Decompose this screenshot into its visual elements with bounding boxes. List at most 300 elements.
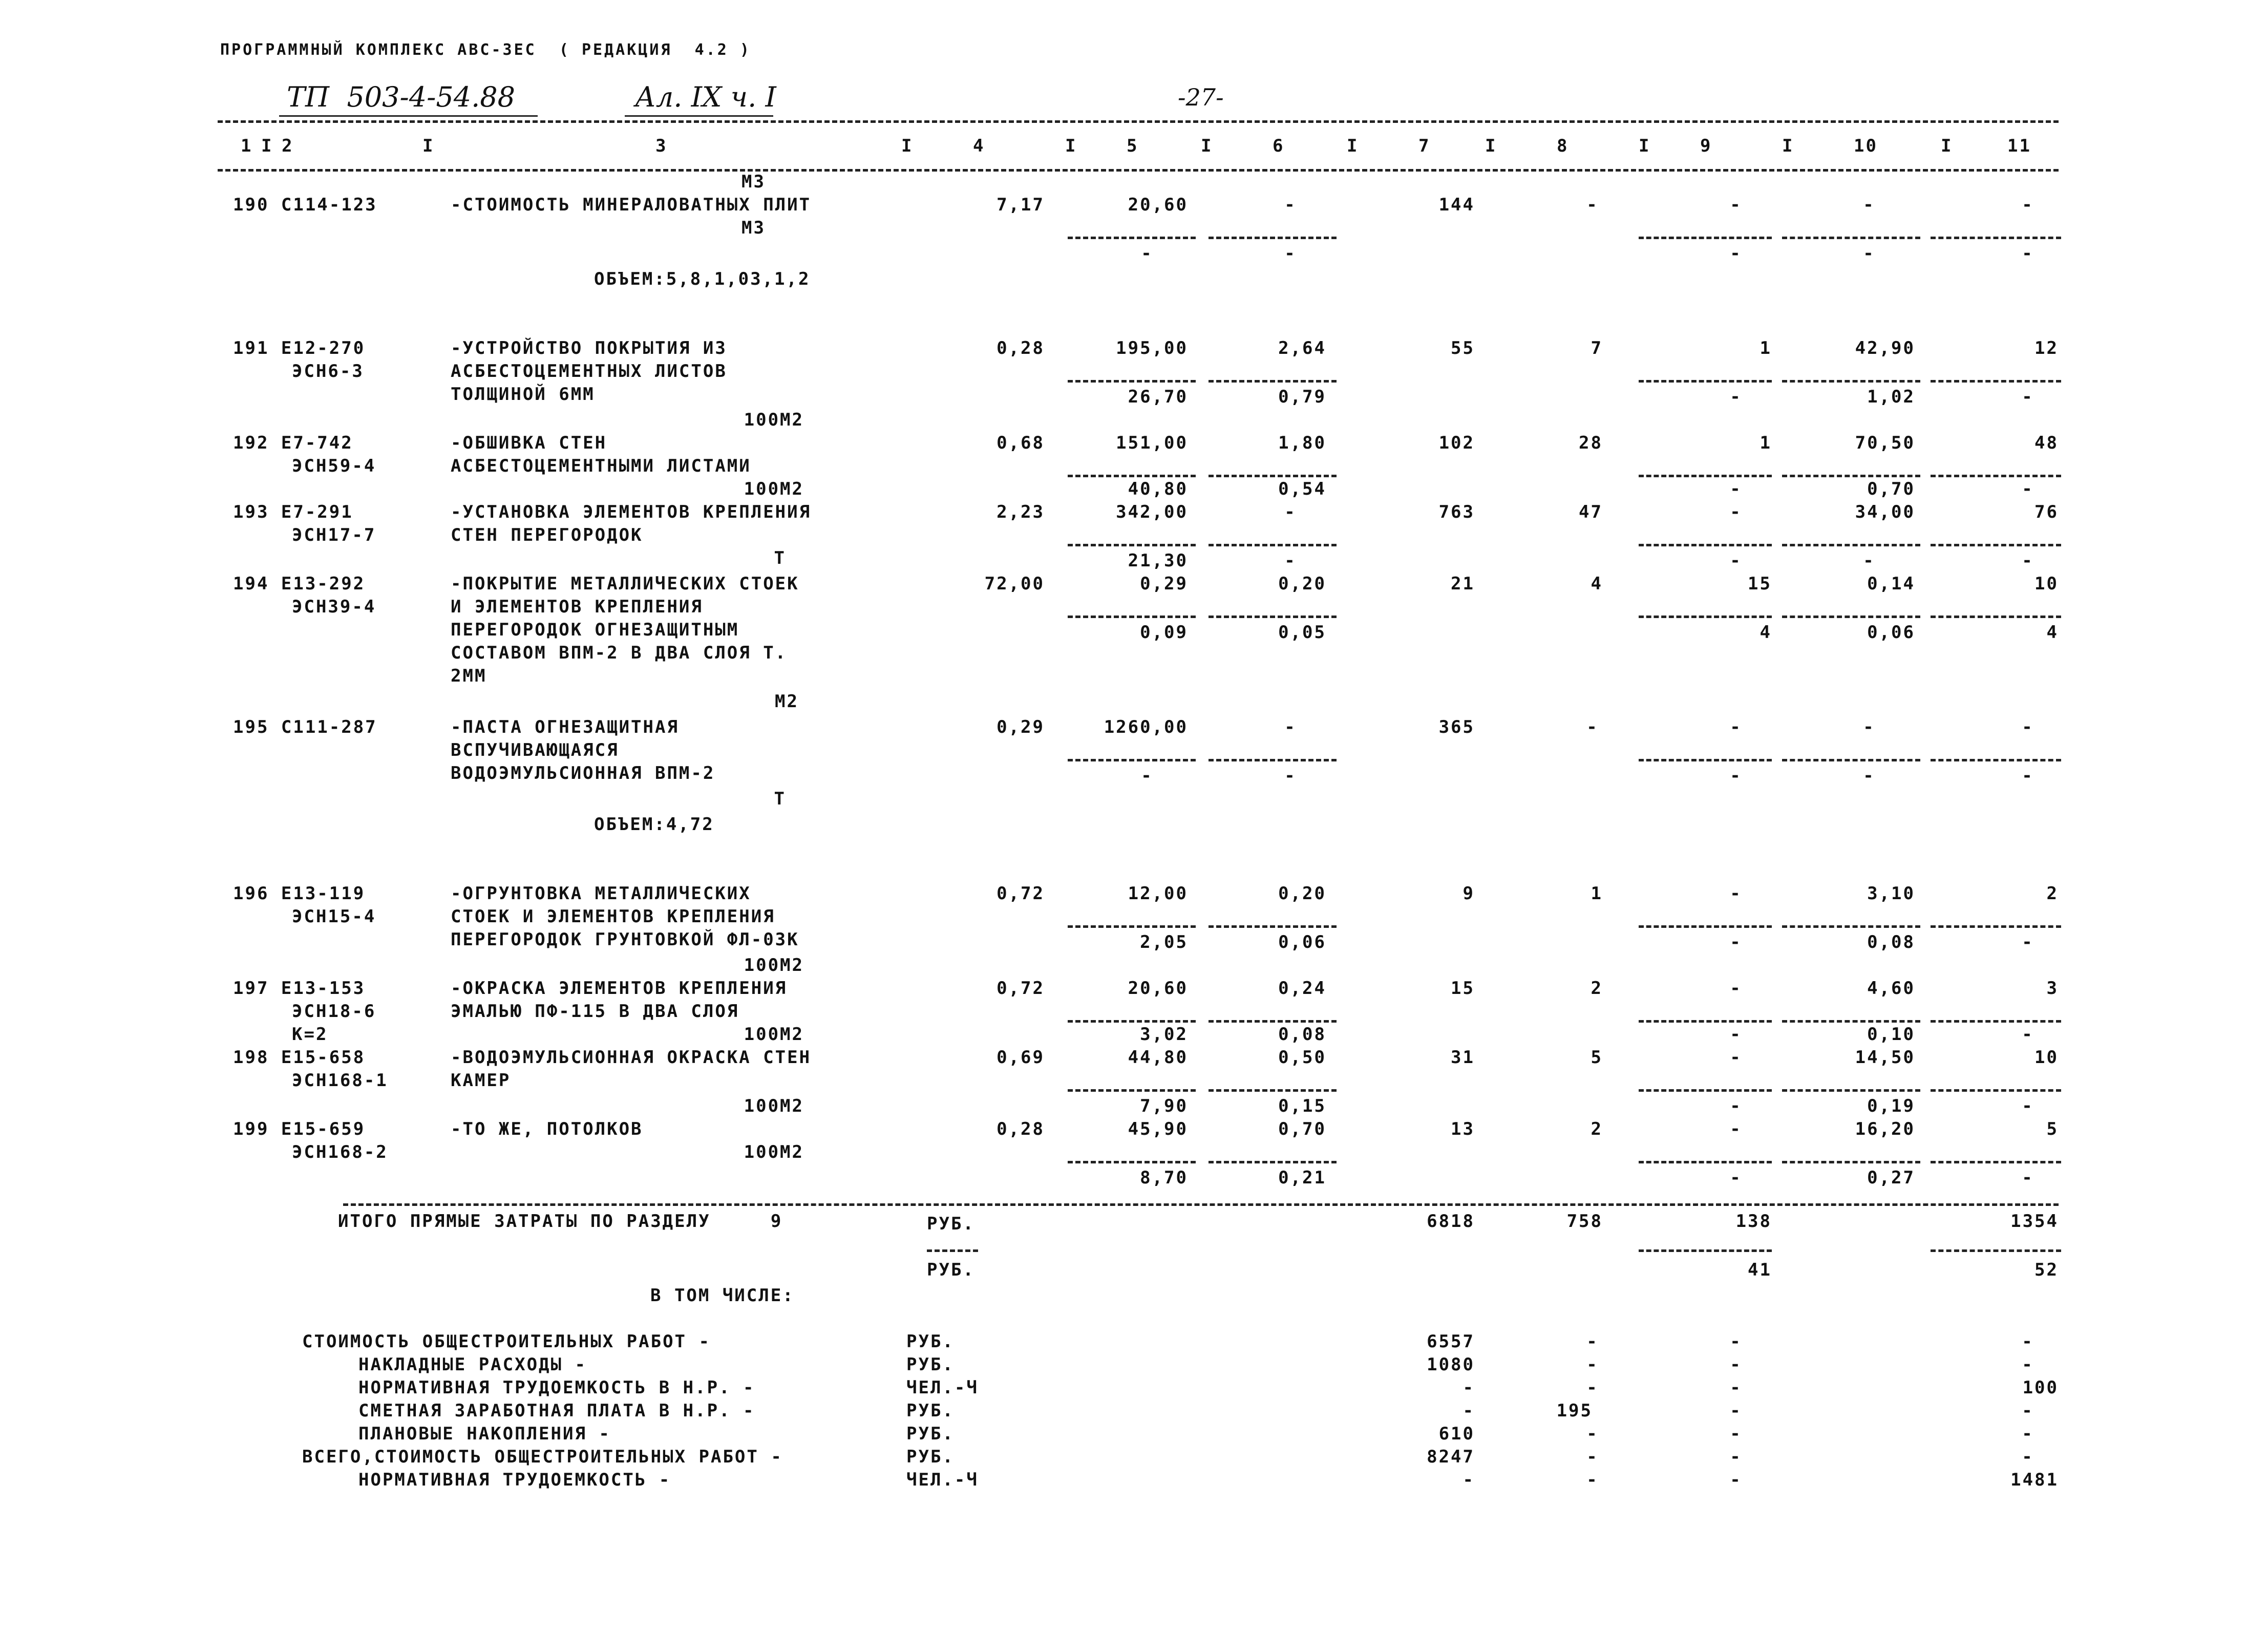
row-cell: - xyxy=(1730,479,1742,499)
summary-col8: - xyxy=(1586,1424,1599,1444)
column-separator: I xyxy=(1941,136,1953,156)
subtotal-dash xyxy=(1639,616,1772,618)
row-cell: 0,54 xyxy=(1278,479,1326,499)
subtotal-dash xyxy=(1782,1161,1920,1163)
row-cell: 198 Е15-658 xyxy=(233,1047,366,1068)
row-cell: СТОЕК И ЭЛЕМЕНТОВ КРЕПЛЕНИЯ xyxy=(451,906,775,927)
summary-col8: 195 xyxy=(1556,1401,1593,1421)
row-cell: 0,20 xyxy=(1278,574,1326,594)
subtotal-dash xyxy=(1209,925,1337,928)
subtotal-dash xyxy=(1931,1161,2061,1163)
row-cell: 1,02 xyxy=(1867,387,1915,407)
row-cell: 144 xyxy=(1438,195,1475,215)
column-number: 10 xyxy=(1854,136,1878,156)
row-cell: 0,70 xyxy=(1278,1119,1326,1139)
header-rule-top xyxy=(218,120,2059,123)
summary-label: НОРМАТИВНАЯ ТРУДОЕМКОСТЬ - xyxy=(358,1470,671,1490)
row-cell: 16,20 xyxy=(1855,1119,1915,1139)
row-cell: 15 xyxy=(1748,574,1772,594)
subtotal-dash xyxy=(1782,616,1920,618)
row-cell: ЭСН168-2 xyxy=(292,1142,388,1162)
subtotal-dash xyxy=(1209,1089,1337,1092)
total-cell: 1354 xyxy=(2010,1211,2059,1232)
column-number: 8 xyxy=(1557,136,1569,156)
subtotal-dash xyxy=(1782,1089,1920,1092)
summary-col7: 6557 xyxy=(1427,1331,1475,1352)
subtotal-dash xyxy=(1209,1020,1337,1023)
row-cell: 0,29 xyxy=(997,717,1045,737)
column-separator: I xyxy=(422,136,435,156)
row-cell: ЭСН6-3 xyxy=(292,361,364,381)
row-cell: 0,05 xyxy=(1278,622,1326,643)
row-cell: - xyxy=(1284,717,1297,737)
row-cell: 9 xyxy=(1462,883,1475,904)
summary-col9: - xyxy=(1730,1401,1742,1421)
row-cell: - xyxy=(2022,717,2034,737)
summary-col11: - xyxy=(2022,1331,2034,1352)
subtotal-dash xyxy=(1209,1161,1337,1163)
row-cell: -УСТРОЙСТВО ПОКРЫТИЯ ИЗ xyxy=(451,338,727,358)
row-cell: -УСТАНОВКА ЭЛЕМЕНТОВ КРЕПЛЕНИЯ xyxy=(451,502,812,522)
row-cell: 0,20 xyxy=(1278,883,1326,904)
subtotal-dash xyxy=(1068,925,1196,928)
summary-col9: - xyxy=(1730,1470,1742,1490)
row-cell: 197 Е13-153 xyxy=(233,978,366,999)
subtotal-dash xyxy=(1639,1161,1772,1163)
subtotal-dash xyxy=(1931,925,2061,928)
row-cell: 2,05 xyxy=(1140,932,1188,952)
row-cell: -ПОКРЫТИЕ МЕТАЛЛИЧЕСКИХ СТОЕК xyxy=(451,574,799,594)
totals-dash xyxy=(1931,1249,2061,1252)
row-cell: 2 xyxy=(1591,1119,1603,1139)
row-cell: ЭСН59-4 xyxy=(292,456,376,476)
column-separator: I xyxy=(1347,136,1359,156)
column-separator: I xyxy=(1201,136,1213,156)
row-cell: И ЭЛЕМЕНТОВ КРЕПЛЕНИЯ xyxy=(451,597,703,617)
row-cell: АСБЕСТОЦЕМЕНТНЫХ ЛИСТОВ xyxy=(451,361,727,381)
subtotal-dash xyxy=(1068,1161,1196,1163)
row-cell: ЭСН168-1 xyxy=(292,1070,388,1091)
row-cell: 20,60 xyxy=(1128,195,1188,215)
summary-col9: - xyxy=(1730,1447,1742,1467)
row-cell: - xyxy=(1730,195,1742,215)
row-cell: -ВОДОЭМУЛЬСИОННАЯ ОКРАСКА СТЕН xyxy=(451,1047,812,1068)
subtotal-dash xyxy=(1782,237,1920,239)
row-cell: 28 xyxy=(1579,433,1603,453)
row-cell: - xyxy=(1730,932,1742,952)
row-cell: 100М2 xyxy=(744,955,804,975)
row-cell: 0,50 xyxy=(1278,1047,1326,1068)
row-cell: - xyxy=(1863,550,1875,571)
row-cell: ПЕРЕГОРОДОК ГРУНТОВКОЙ ФЛ-03К xyxy=(451,929,799,950)
subtotal-dash xyxy=(1068,1020,1196,1023)
row-cell: - xyxy=(1730,550,1742,571)
row-cell: 31 xyxy=(1451,1047,1475,1068)
doc-code-underline xyxy=(279,115,538,117)
subtotal-dash xyxy=(1639,544,1772,546)
row-cell: 0,70 xyxy=(1867,479,1915,499)
row-cell: 2 xyxy=(1591,978,1603,999)
row-cell: 192 Е7-742 xyxy=(233,433,353,453)
row-cell: 1 xyxy=(1760,433,1772,453)
summary-col11: 1481 xyxy=(2010,1470,2059,1490)
subtotal-dash xyxy=(1209,544,1337,546)
summary-col11: - xyxy=(2022,1354,2034,1375)
row-cell: - xyxy=(1730,1024,1742,1045)
row-cell: ТОЛЩИНОЙ 6ММ xyxy=(451,384,595,405)
row-cell: 1 xyxy=(1760,338,1772,358)
row-cell: 195,00 xyxy=(1116,338,1188,358)
summary-col11: - xyxy=(2022,1401,2034,1421)
row-cell: 0,72 xyxy=(997,978,1045,999)
row-cell: Т xyxy=(774,548,786,568)
row-cell: ЭСН15-4 xyxy=(292,906,376,927)
summary-col11: 100 xyxy=(2022,1377,2059,1398)
row-cell: М3 xyxy=(741,218,766,238)
row-cell: 194 Е13-292 xyxy=(233,574,366,594)
summary-col7: - xyxy=(1462,1470,1475,1490)
row-cell: -ТО ЖЕ, ПОТОЛКОВ xyxy=(451,1119,643,1139)
row-cell: 2 xyxy=(2046,883,2059,904)
column-number: 6 xyxy=(1273,136,1285,156)
summary-col7: - xyxy=(1462,1377,1475,1398)
subtotal-dash xyxy=(1931,475,2061,477)
row-cell: 70,50 xyxy=(1855,433,1915,453)
row-cell: 365 xyxy=(1438,717,1475,737)
row-cell: КАМЕР xyxy=(451,1070,511,1091)
row-cell: 0,29 xyxy=(1140,574,1188,594)
row-cell: - xyxy=(2022,243,2034,264)
row-cell: 13 xyxy=(1451,1119,1475,1139)
subtotal-dash xyxy=(1068,1089,1196,1092)
summary-col11: - xyxy=(2022,1447,2034,1467)
row-cell: 0,28 xyxy=(997,1119,1045,1139)
row-cell: ЭСН18-6 xyxy=(292,1001,376,1022)
subtotal-dash xyxy=(1639,925,1772,928)
summary-unit: РУБ. xyxy=(906,1447,955,1467)
row-cell: 47 xyxy=(1579,502,1603,522)
row-cell: СТЕН ПЕРЕГОРОДОК xyxy=(451,525,643,545)
subtotal-dash xyxy=(1068,544,1196,546)
summary-unit: РУБ. xyxy=(906,1401,955,1421)
row-cell: 21 xyxy=(1451,574,1475,594)
row-cell: ОБЪЕМ:4,72 xyxy=(594,814,714,835)
subtotal-dash xyxy=(1639,759,1772,761)
row-cell: Т xyxy=(774,789,786,809)
total-cell: В ТОМ ЧИСЛЕ: xyxy=(650,1285,795,1306)
row-cell: 34,00 xyxy=(1855,502,1915,522)
subtotal-dash xyxy=(1068,759,1196,761)
column-number: 11 xyxy=(2007,136,2031,156)
summary-col11: - xyxy=(2022,1424,2034,1444)
column-separator: I xyxy=(1782,136,1794,156)
row-cell: - xyxy=(1863,766,1875,786)
subtotal-dash xyxy=(1068,380,1196,383)
subtotal-dash xyxy=(1931,237,2061,239)
row-cell: 14,50 xyxy=(1855,1047,1915,1068)
doc-code: ТП 503-4-54.88 xyxy=(287,81,515,113)
subtotal-dash xyxy=(1639,475,1772,477)
row-cell: -ОБШИВКА СТЕН xyxy=(451,433,607,453)
row-cell: К=2 xyxy=(292,1024,328,1045)
row-cell: - xyxy=(1284,243,1297,264)
total-cell: РУБ. xyxy=(927,1214,975,1234)
row-cell: - xyxy=(1284,550,1297,571)
row-cell: М3 xyxy=(741,172,766,192)
subtotal-dash xyxy=(1639,380,1772,383)
row-cell: 100М2 xyxy=(744,410,804,430)
row-cell: 199 Е15-659 xyxy=(233,1119,366,1139)
total-cell: 138 xyxy=(1735,1211,1772,1232)
row-cell: 55 xyxy=(1451,338,1475,358)
summary-label: НОРМАТИВНАЯ ТРУДОЕМКОСТЬ В Н.Р. - xyxy=(358,1377,755,1398)
row-cell: 191 Е12-270 xyxy=(233,338,366,358)
row-cell: 48 xyxy=(2034,433,2059,453)
row-cell: 21,30 xyxy=(1128,550,1188,571)
row-cell: 45,90 xyxy=(1128,1119,1188,1139)
column-separator: I xyxy=(1639,136,1651,156)
row-cell: 26,70 xyxy=(1128,387,1188,407)
row-cell: М2 xyxy=(775,691,799,712)
row-cell: 40,80 xyxy=(1128,479,1188,499)
summary-col8: - xyxy=(1586,1331,1599,1352)
column-number: 9 xyxy=(1700,136,1712,156)
summary-col9: - xyxy=(1730,1424,1742,1444)
totals-rule xyxy=(343,1203,2059,1206)
row-cell: 0,69 xyxy=(997,1047,1045,1068)
summary-col9: - xyxy=(1730,1331,1742,1352)
row-cell: 0,72 xyxy=(997,883,1045,904)
summary-col8: - xyxy=(1586,1377,1599,1398)
row-cell: 763 xyxy=(1438,502,1475,522)
subtotal-dash xyxy=(1639,1020,1772,1023)
subtotal-dash xyxy=(1931,759,2061,761)
row-cell: 12,00 xyxy=(1128,883,1188,904)
row-cell: 4 xyxy=(2046,622,2059,643)
row-cell: - xyxy=(1730,717,1742,737)
row-cell: 0,08 xyxy=(1278,1024,1326,1045)
page-number: -27- xyxy=(1178,83,1224,111)
column-number: 7 xyxy=(1418,136,1431,156)
row-cell: 0,06 xyxy=(1867,622,1915,643)
subtotal-dash xyxy=(1931,1020,2061,1023)
row-cell: ЭМАЛЬЮ ПФ-115 В ДВА СЛОЯ xyxy=(451,1001,739,1022)
subtotal-dash xyxy=(1931,1089,2061,1092)
subtotal-dash xyxy=(1068,616,1196,618)
row-cell: - xyxy=(1141,766,1153,786)
total-cell: 6818 xyxy=(1427,1211,1475,1232)
row-cell: - xyxy=(1863,195,1875,215)
row-cell: - xyxy=(1863,243,1875,264)
column-number: 4 xyxy=(973,136,985,156)
row-cell: 193 Е7-291 xyxy=(233,502,353,522)
row-cell: ВСПУЧИВАЮЩАЯСЯ xyxy=(451,740,619,760)
row-cell: 0,79 xyxy=(1278,387,1326,407)
row-cell: 100М2 xyxy=(744,479,804,499)
row-cell: - xyxy=(1284,766,1297,786)
row-cell: 0,06 xyxy=(1278,932,1326,952)
album-label: Ал. IX ч. I xyxy=(635,81,776,113)
total-cell: ИТОГО ПРЯМЫЕ ЗАТРАТЫ ПО РАЗДЕЛУ 9 xyxy=(338,1211,783,1232)
summary-unit: РУБ. xyxy=(906,1424,955,1444)
row-cell: - xyxy=(2022,1024,2034,1045)
row-cell: 2ММ xyxy=(451,666,487,686)
subtotal-dash xyxy=(1931,380,2061,383)
row-cell: 102 xyxy=(1438,433,1475,453)
totals-dash xyxy=(1639,1249,1772,1252)
row-cell: ВОДОЭМУЛЬСИОННАЯ ВПМ-2 xyxy=(451,763,715,783)
row-cell: 3 xyxy=(2046,978,2059,999)
subtotal-dash xyxy=(1068,237,1196,239)
row-cell: 5 xyxy=(1591,1047,1603,1068)
summary-col7: - xyxy=(1462,1401,1475,1421)
row-cell: - xyxy=(1730,978,1742,999)
row-cell: ЭСН39-4 xyxy=(292,597,376,617)
subtotal-dash xyxy=(1209,380,1337,383)
summary-col9: - xyxy=(1730,1354,1742,1375)
row-cell: 10 xyxy=(2034,1047,2059,1068)
row-cell: - xyxy=(2022,479,2034,499)
summary-col8: - xyxy=(1586,1447,1599,1467)
subtotal-dash xyxy=(1782,925,1920,928)
row-cell: - xyxy=(1730,387,1742,407)
summary-col7: 610 xyxy=(1438,1424,1475,1444)
row-cell: 0,08 xyxy=(1867,932,1915,952)
subtotal-dash xyxy=(1782,380,1920,383)
summary-label: ПЛАНОВЫЕ НАКОПЛЕНИЯ - xyxy=(358,1424,611,1444)
row-cell: - xyxy=(1730,1168,1742,1188)
total-cell: 41 xyxy=(1748,1260,1772,1280)
row-cell: - xyxy=(1141,243,1153,264)
row-cell: 0,15 xyxy=(1278,1096,1326,1116)
row-cell: 0,09 xyxy=(1140,622,1188,643)
subtotal-dash xyxy=(1209,616,1337,618)
subtotal-dash xyxy=(1639,237,1772,239)
row-cell: 100М2 xyxy=(744,1142,804,1162)
row-cell: - xyxy=(2022,1168,2034,1188)
row-cell: 0,68 xyxy=(997,433,1045,453)
row-cell: 42,90 xyxy=(1855,338,1915,358)
row-cell: 5 xyxy=(2046,1119,2059,1139)
subtotal-dash xyxy=(1782,544,1920,546)
row-cell: 7 xyxy=(1591,338,1603,358)
row-cell: 1,80 xyxy=(1278,433,1326,453)
row-cell: - xyxy=(1730,766,1742,786)
row-cell: 20,60 xyxy=(1128,978,1188,999)
row-cell: ОБЪЕМ:5,8,1,03,1,2 xyxy=(594,269,811,289)
summary-label: СМЕТНАЯ ЗАРАБОТНАЯ ПЛАТА В Н.Р. - xyxy=(358,1401,755,1421)
summary-unit: ЧЕЛ.-Ч xyxy=(906,1470,979,1490)
row-cell: -ОГРУНТОВКА МЕТАЛЛИЧЕСКИХ xyxy=(451,883,751,904)
column-separator: I xyxy=(901,136,914,156)
row-cell: 100М2 xyxy=(744,1024,804,1045)
summary-col7: 1080 xyxy=(1427,1354,1475,1375)
summary-col8: - xyxy=(1586,1354,1599,1375)
program-header: ПРОГРАММНЫЙ КОМПЛЕКС АВС-ЗЕС ( РЕДАКЦИЯ 4.2 ) xyxy=(220,41,751,59)
row-cell: 342,00 xyxy=(1116,502,1188,522)
row-cell: - xyxy=(1284,195,1297,215)
column-separator: I xyxy=(261,136,273,156)
row-cell: 4 xyxy=(1760,622,1772,643)
subtotal-dash xyxy=(1931,544,2061,546)
row-cell: - xyxy=(2022,195,2034,215)
summary-label: СТОИМОСТЬ ОБЩЕСТРОИТЕЛЬНЫХ РАБОТ - xyxy=(302,1331,711,1352)
row-cell: 0,24 xyxy=(1278,978,1326,999)
row-cell: 190 С114-123 xyxy=(233,195,377,215)
column-separator: I xyxy=(1065,136,1077,156)
row-cell: 2,23 xyxy=(997,502,1045,522)
row-cell: 3,10 xyxy=(1867,883,1915,904)
row-cell: 195 С111-287 xyxy=(233,717,377,737)
row-cell: - xyxy=(1730,883,1742,904)
row-cell: 151,00 xyxy=(1116,433,1188,453)
total-cell: 758 xyxy=(1566,1211,1603,1232)
row-cell: - xyxy=(2022,387,2034,407)
subtotal-dash xyxy=(1931,616,2061,618)
total-cell: РУБ. xyxy=(927,1260,975,1280)
row-cell: -ОКРАСКА ЭЛЕМЕНТОВ КРЕПЛЕНИЯ xyxy=(451,978,788,999)
row-cell: 3,02 xyxy=(1140,1024,1188,1045)
row-cell: - xyxy=(1863,717,1875,737)
subtotal-dash xyxy=(1068,475,1196,477)
column-number: 5 xyxy=(1127,136,1139,156)
row-cell: 0,27 xyxy=(1867,1168,1915,1188)
row-cell: АСБЕСТОЦЕМЕНТНЫМИ ЛИСТАМИ xyxy=(451,456,751,476)
row-cell: СОСТАВОМ ВПМ-2 В ДВА СЛОЯ Т. xyxy=(451,643,788,663)
row-cell: ПЕРЕГОРОДОК ОГНЕЗАЩИТНЫМ xyxy=(451,620,739,640)
header-rule-bottom xyxy=(218,169,2059,172)
row-cell: 2,64 xyxy=(1278,338,1326,358)
row-cell: - xyxy=(2022,766,2034,786)
row-cell: -СТОИМОСТЬ МИНЕРАЛОВАТНЫХ ПЛИТ xyxy=(451,195,812,215)
column-number: 2 xyxy=(282,136,294,156)
row-cell: 7,17 xyxy=(997,195,1045,215)
summary-unit: РУБ. xyxy=(906,1354,955,1375)
row-cell: - xyxy=(2022,1096,2034,1116)
summary-unit: РУБ. xyxy=(906,1331,955,1352)
row-cell: - xyxy=(2022,550,2034,571)
row-cell: 72,00 xyxy=(984,574,1045,594)
album-underline xyxy=(625,115,773,117)
row-cell: 1 xyxy=(1591,883,1603,904)
row-cell: 8,70 xyxy=(1140,1168,1188,1188)
row-cell: 4 xyxy=(1591,574,1603,594)
summary-label: ВСЕГО,СТОИМОСТЬ ОБЩЕСТРОИТЕЛЬНЫХ РАБОТ - xyxy=(302,1447,783,1467)
row-cell: - xyxy=(1730,1096,1742,1116)
row-cell: - xyxy=(1284,502,1297,522)
row-cell: 0,28 xyxy=(997,338,1045,358)
row-cell: 100М2 xyxy=(744,1096,804,1116)
subtotal-dash xyxy=(1209,759,1337,761)
subtotal-dash xyxy=(1782,475,1920,477)
subtotal-dash xyxy=(1639,1089,1772,1092)
summary-col9: - xyxy=(1730,1377,1742,1398)
row-cell: -ПАСТА ОГНЕЗАЩИТНАЯ xyxy=(451,717,679,737)
row-cell: - xyxy=(1730,1119,1742,1139)
row-cell: 0,21 xyxy=(1278,1168,1326,1188)
row-cell: 0,10 xyxy=(1867,1024,1915,1045)
row-cell: 10 xyxy=(2034,574,2059,594)
subtotal-dash xyxy=(1782,759,1920,761)
column-separator: I xyxy=(1485,136,1497,156)
row-cell: 12 xyxy=(2034,338,2059,358)
totals-unit-dash xyxy=(927,1249,978,1252)
row-cell: 4,60 xyxy=(1867,978,1915,999)
row-cell: 76 xyxy=(2034,502,2059,522)
subtotal-dash xyxy=(1782,1020,1920,1023)
row-cell: - xyxy=(2022,932,2034,952)
row-cell: 44,80 xyxy=(1128,1047,1188,1068)
